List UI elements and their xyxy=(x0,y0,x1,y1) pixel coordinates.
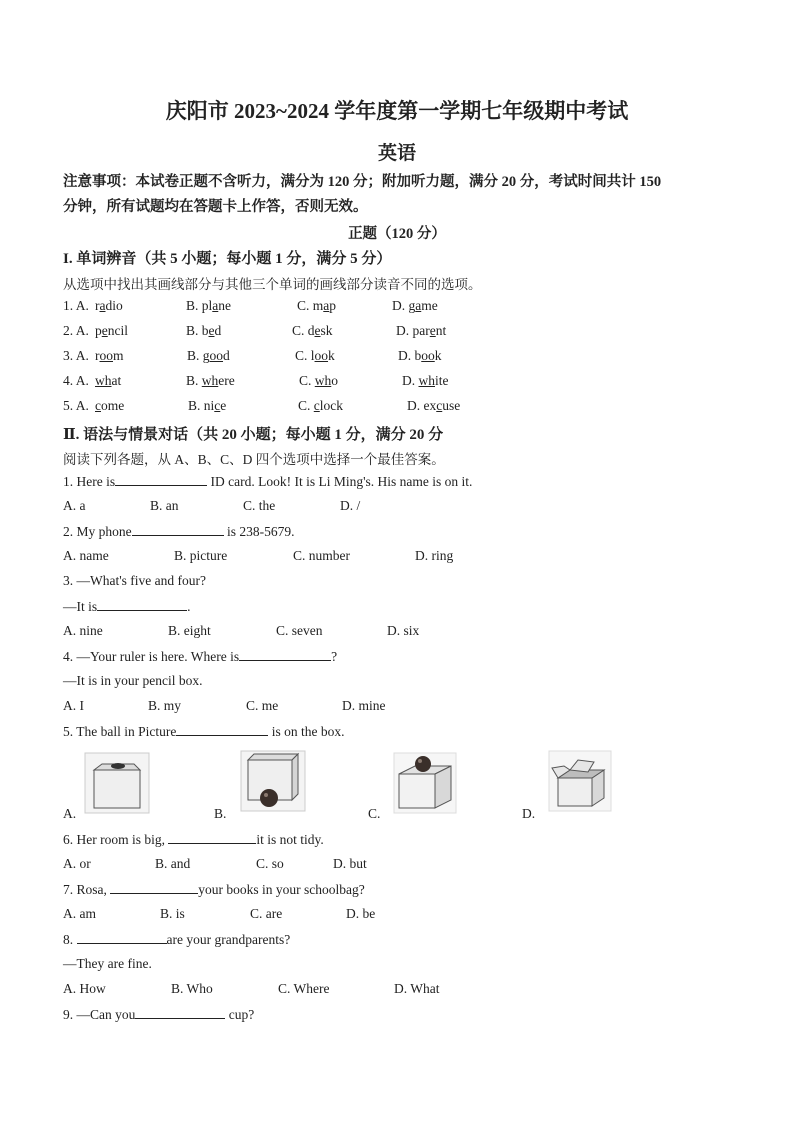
q2-stem xyxy=(63,523,295,540)
option-label: C. xyxy=(292,323,308,338)
section1-q1-option-b[interactable] xyxy=(186,298,231,314)
notice-line-1: 注意事项：本试卷正题不含听力，满分为 120 分；附加听力题，满分 20 分，考试时间共计 150 xyxy=(63,174,662,190)
q1-option-b[interactable]: B. an xyxy=(150,498,179,513)
section1-heading: I. 单词辨音（共 5 小题；每小题 1 分，满分 5 分） xyxy=(63,251,392,267)
q6-option-c[interactable]: C. so xyxy=(256,856,284,871)
underlined-letters: c xyxy=(95,398,101,413)
section1-q3-option-a[interactable] xyxy=(95,348,124,364)
underlined-letters: c xyxy=(313,398,320,413)
option-label: D. xyxy=(392,298,409,313)
word-part: at xyxy=(111,373,122,388)
q7-option-b[interactable]: B. is xyxy=(160,906,185,921)
word-part: m xyxy=(312,298,324,313)
q9-stem-post: cup? xyxy=(225,1007,255,1022)
section1-q4-option-c[interactable] xyxy=(299,373,338,389)
section1-q4-number: 4. A. xyxy=(63,373,89,388)
word-part: b xyxy=(414,348,422,363)
option-label: C. xyxy=(295,348,311,363)
word-part: ex xyxy=(423,398,437,413)
q9-answer-blank[interactable] xyxy=(135,1006,225,1019)
q7-answer-blank[interactable] xyxy=(110,881,198,894)
word-part: d xyxy=(223,348,230,363)
word-part: nt xyxy=(435,323,447,338)
q8-stem-pre: 8. xyxy=(63,932,77,947)
word-part: r xyxy=(95,298,100,313)
word-part: e xyxy=(220,398,227,413)
q2-option-c[interactable]: C. number xyxy=(293,548,350,563)
q5-picture-d-open-box-image[interactable] xyxy=(548,750,612,812)
section1-q3-option-b[interactable] xyxy=(187,348,230,364)
underlined-letters: oo xyxy=(209,348,224,363)
q4-option-a[interactable]: A. I xyxy=(63,698,84,713)
underlined-letters: oo xyxy=(99,348,113,363)
q1-option-a[interactable]: A. a xyxy=(63,498,86,513)
q8-option-a[interactable]: A. How xyxy=(63,981,106,996)
q1-option-c[interactable]: C. the xyxy=(243,498,276,513)
q2-option-a[interactable]: A. name xyxy=(63,548,109,563)
q5-stem-post: is on the box. xyxy=(268,724,345,739)
word-part: p xyxy=(329,298,337,313)
section1-q1-option-a[interactable] xyxy=(95,298,123,314)
q5-answer-blank[interactable] xyxy=(176,723,268,736)
q5-option-b[interactable]: B. xyxy=(214,806,227,821)
word-part: l xyxy=(310,348,315,363)
word-part: o xyxy=(331,373,339,388)
q3-answer-pre: —It is xyxy=(63,599,98,614)
section1-instruction: 从选项中找出其画线部分与其他三个单词的画线部分读音不同的选项。 xyxy=(63,277,482,292)
word-part: ome xyxy=(101,398,125,413)
word-part: k xyxy=(434,348,442,363)
section1-q4-option-d[interactable] xyxy=(402,373,449,389)
section1-q2-option-b[interactable] xyxy=(186,323,221,339)
word-part: b xyxy=(201,323,209,338)
notice-line-2: 分钟，所有试题均在答题卡上作答，否则无效。 xyxy=(63,199,368,215)
q1-stem-pre: 1. Here is xyxy=(63,474,116,489)
word-part: me xyxy=(421,298,438,313)
q3-answer-post: . xyxy=(187,599,191,614)
q6-option-b[interactable]: B. and xyxy=(155,856,191,871)
underlined-letters: wh xyxy=(314,373,332,388)
word-part: dio xyxy=(105,298,123,313)
option-label: B. xyxy=(186,323,202,338)
q1-stem xyxy=(63,473,472,490)
underlined-letters: a xyxy=(415,298,422,313)
q7-option-a[interactable]: A. am xyxy=(63,906,96,921)
q5-stem-pre: 5. The ball in Picture xyxy=(63,724,177,739)
word-part: g xyxy=(408,298,416,313)
underlined-letters: a xyxy=(99,298,106,313)
q2-answer-blank[interactable] xyxy=(132,523,224,536)
word-part: lock xyxy=(319,398,344,413)
q8-option-c[interactable]: C. Where xyxy=(278,981,330,996)
q4-option-c[interactable]: C. me xyxy=(246,698,279,713)
q2-option-d[interactable]: D. ring xyxy=(415,548,454,563)
word-part: ncil xyxy=(107,323,128,338)
underlined-letters: oo xyxy=(314,348,329,363)
word-part: ni xyxy=(203,398,215,413)
underlined-letters: e xyxy=(101,323,108,338)
underlined-letters: e xyxy=(314,323,321,338)
option-label: B. xyxy=(186,298,202,313)
q8-answer-line: —They are fine. xyxy=(63,956,152,971)
q6-stem xyxy=(63,831,324,848)
word-part: k xyxy=(328,348,335,363)
q3-answer-line xyxy=(63,598,191,615)
q3-option-b[interactable]: B. eight xyxy=(168,623,211,638)
section1-q3-option-c[interactable] xyxy=(295,348,335,364)
option-label: D. xyxy=(396,323,413,338)
q4-stem-post: ? xyxy=(331,649,338,664)
q9-stem xyxy=(63,1006,254,1023)
q1-option-d[interactable]: D. / xyxy=(340,498,361,513)
word-part: g xyxy=(202,348,210,363)
q8-option-b[interactable]: B. Who xyxy=(171,981,213,996)
underlined-letters: e xyxy=(429,323,436,338)
word-part: d xyxy=(307,323,315,338)
q8-option-d[interactable]: D. What xyxy=(394,981,440,996)
underlined-letters: oo xyxy=(421,348,435,363)
q4-stem xyxy=(63,648,337,665)
q5-option-a[interactable]: A. xyxy=(63,806,77,821)
q3-question: 3. —What's five and four? xyxy=(63,573,207,588)
section1-q5-number: 5. A. xyxy=(63,398,89,413)
q7-stem-pre: 7. Rosa, xyxy=(63,882,111,897)
q6-option-a[interactable]: A. or xyxy=(63,856,91,871)
section1-q1-option-c[interactable] xyxy=(297,298,336,314)
word-part: ere xyxy=(218,373,235,388)
q2-option-b[interactable]: B. picture xyxy=(174,548,228,563)
option-label: C. xyxy=(298,398,314,413)
word-part: r xyxy=(95,348,100,363)
section1-q5-option-a[interactable] xyxy=(95,398,124,414)
option-label: B. xyxy=(186,373,202,388)
q4-option-d[interactable]: D. mine xyxy=(342,698,386,713)
underlined-letters: wh xyxy=(418,373,435,388)
word-part: ne xyxy=(218,298,232,313)
q9-stem-pre: 9. —Can you xyxy=(63,1007,136,1022)
word-part: ite xyxy=(435,373,449,388)
q3-option-d[interactable]: D. six xyxy=(387,623,420,638)
q3-answer-blank[interactable] xyxy=(97,598,187,611)
option-label: B. xyxy=(188,398,204,413)
section1-q2-option-a[interactable] xyxy=(95,323,128,339)
underlined-letters: c xyxy=(436,398,443,413)
word-part: par xyxy=(412,323,430,338)
q5-option-c[interactable]: C. xyxy=(368,806,381,821)
q7-option-c[interactable]: C. are xyxy=(250,906,283,921)
q1-answer-blank[interactable] xyxy=(115,473,207,486)
word-part: sk xyxy=(320,323,333,338)
q5-picture-b-ball-in-front-of-box-image[interactable] xyxy=(240,750,306,812)
q1-stem-post: ID card. Look! It is Li Ming's. His name is on it. xyxy=(207,474,473,489)
underlined-letters: a xyxy=(212,298,219,313)
section1-q1-number: 1. A. xyxy=(63,298,89,313)
section1-q2-option-c[interactable] xyxy=(292,323,333,339)
section1-q5-option-b[interactable] xyxy=(188,398,226,414)
q7-stem xyxy=(63,881,365,898)
word-part: pl xyxy=(201,298,213,313)
q5-picture-a-ball-in-box-image[interactable] xyxy=(84,752,150,814)
section1-q1-option-d[interactable] xyxy=(392,298,438,314)
section1-q4-option-a[interactable] xyxy=(95,373,121,389)
q5-picture-c-ball-on-box-image[interactable] xyxy=(393,752,457,814)
q8-stem-post: are your grandparents? xyxy=(166,932,291,947)
q8-stem xyxy=(63,931,290,948)
word-part: m xyxy=(113,348,124,363)
q4-answer-blank[interactable] xyxy=(239,648,331,661)
option-label: D. xyxy=(402,373,419,388)
q6-stem-pre: 6. Her room is big, xyxy=(63,832,169,847)
option-label: D. xyxy=(407,398,424,413)
section2-instruction: 阅读下列各题，从 A、B、C、D 四个选项中选择一个最佳答案。 xyxy=(63,452,445,467)
section1-q2-number: 2. A. xyxy=(63,323,89,338)
section2-heading: Ⅱ. 语法与情景对话（共 20 小题；每小题 1 分，满分 20 分 xyxy=(63,427,444,443)
exam-subject: 英语 xyxy=(377,143,416,164)
underlined-letters: wh xyxy=(95,373,112,388)
exam-title: 庆阳市 2023~2024 学年度第一学期七年级期中考试 xyxy=(165,99,629,123)
q2-stem-post: is 238-5679. xyxy=(223,524,295,539)
q6-option-d[interactable]: D. but xyxy=(333,856,367,871)
q5-stem xyxy=(63,723,344,740)
q6-stem-post: it is not tidy. xyxy=(256,832,324,847)
section1-q3-option-d[interactable] xyxy=(398,348,442,364)
word-part: d xyxy=(214,323,222,338)
section1-q2-option-d[interactable] xyxy=(396,323,446,339)
q3-option-a[interactable]: A. nine xyxy=(63,623,103,638)
word-part: use xyxy=(442,398,461,413)
q2-stem-pre: 2. My phone xyxy=(63,524,132,539)
underlined-letters: c xyxy=(214,398,221,413)
section1-q3-number: 3. A. xyxy=(63,348,89,363)
q7-stem-post: your books in your schoolbag? xyxy=(198,882,365,897)
section1-q5-option-c[interactable] xyxy=(298,398,343,414)
underlined-letters: e xyxy=(208,323,215,338)
q3-option-c[interactable]: C. seven xyxy=(276,623,323,638)
option-label: B. xyxy=(187,348,203,363)
underlined-letters: wh xyxy=(201,373,219,388)
q4-option-b[interactable]: B. my xyxy=(148,698,182,713)
underlined-letters: a xyxy=(323,298,330,313)
section1-q4-option-b[interactable] xyxy=(186,373,235,389)
q8-answer-blank[interactable] xyxy=(77,931,167,944)
option-label: D. xyxy=(398,348,415,363)
option-label: C. xyxy=(297,298,313,313)
option-label: C. xyxy=(299,373,315,388)
q4-stem-pre: 4. —Your ruler is here. Where is xyxy=(63,649,240,664)
q5-option-d[interactable]: D. xyxy=(522,806,536,821)
q6-answer-blank[interactable] xyxy=(168,831,256,844)
part-heading: 正题（120 分） xyxy=(348,226,446,242)
word-part: p xyxy=(95,323,102,338)
section1-q5-option-d[interactable] xyxy=(407,398,460,414)
q7-option-d[interactable]: D. be xyxy=(346,906,376,921)
q4-answer-line: —It is in your pencil box. xyxy=(63,673,203,688)
